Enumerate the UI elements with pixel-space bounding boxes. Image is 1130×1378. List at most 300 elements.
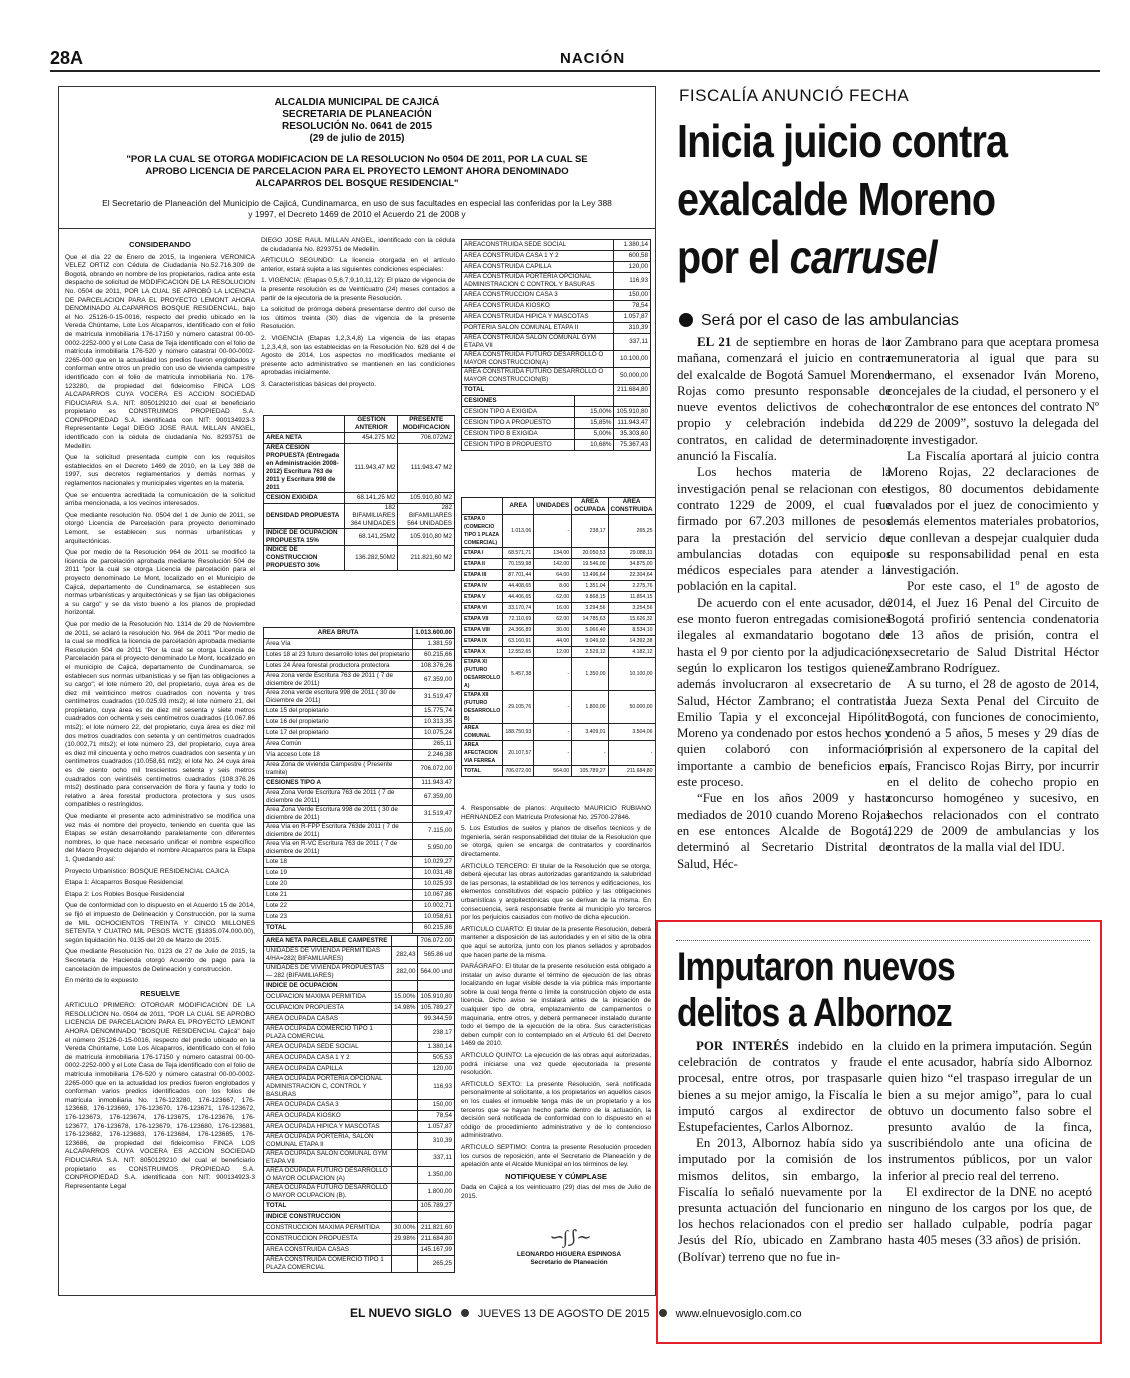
table-cell: 1.057,87 xyxy=(614,312,651,323)
table-cell xyxy=(418,981,455,992)
table-cell xyxy=(392,1075,418,1100)
table-cell: 15,85% xyxy=(574,418,614,429)
table-header-row xyxy=(264,416,455,433)
table-cell xyxy=(655,603,656,614)
table-cell: 7.115,00 xyxy=(413,823,455,840)
table-row xyxy=(264,546,455,571)
table-row xyxy=(264,1212,455,1223)
table-cell: 265,25 xyxy=(418,1256,455,1273)
table-cell: ETAPA VIII xyxy=(462,625,503,636)
table-cell: 120,00 xyxy=(614,262,651,273)
table-cell xyxy=(392,1133,418,1150)
article-column-1 xyxy=(677,334,891,919)
table-cell: 565.86 ud xyxy=(418,947,455,964)
table-cell: 337,11 xyxy=(614,334,651,351)
table-cell: 3.254,56 xyxy=(608,603,655,614)
notice-paragraph: 3. Características básicas del proyecto. xyxy=(261,380,377,388)
considerando-heading: CONSIDERANDO xyxy=(129,240,191,249)
article-paragraph: Por este caso, el 1º de agosto de 2014, el Juez 16 Penal del Circuito de Bogotá profirió sentencia condenatoria de 13 años de prisión, contra el exsecretario de Salud Distrital Héctor Zambrano Rodríguez. xyxy=(887,579,1099,675)
table-cell: 111.943,47 M2 xyxy=(345,444,398,493)
table-cell: AREACONSTRUIDA SEDE SOCIAL xyxy=(462,240,614,251)
considerando-paragraph: Que el día 22 de Enero de 2015, la Ingeniera VERONICA VELEZ ORTIZ con Cédula de Ciudadanía No.52.716.309 de Bogotá, obrando en nombre de los propietarios, radica ante esta despacho de solicitud de MODIFICACION DE LA RESOLUCION No. 0504 de 2011, POR LA CUAL SE APROBÓ LA LICENCIA DE PARCELACION PARA EL PROYECTO LEMONT AHORA DENOMINADO ALCAPARROS BOSQUE RESIDENCIAL, bajo el No. 25126-0-15-0016, respecto del predio ubicado en la Vereda Chúntame, Lote Los Alcaparros, identificado con el folio de matrícula inmobiliaria 176-17150 y número catastral 00-00-0002-2252-000 y el Lote Casa de Teja identificado con el folio de matrícula inmobiliaria 176-520 y número catastral 00-00-0002-2265-000 que en la actualidad los predios fueron englobados y conforman entre otros un predio con uso de vivienda campestre identificado con el folio de matrícula inmobiliaria No. 176-123280, de propiedad del fideicomiso FINCA LOS ALCAPARROS CUYA VOCERA ES ACCION SOCIEDAD FIDUCIARIA S.A. NIT: 8050129210 del cual el beneficiario propietario es CONSTRUIMOS PROPIEDAD S.A. CONPROPIEDAD S.A. identificada con NIT: 900134923-3 Representante Legal DIEGO JOSE RAUL MILLAN ANGEL, identificado con la cédula de ciudadanía No. 8293751 de Medellín. xyxy=(65,253,255,450)
article-paragraph xyxy=(678,1038,882,1135)
considerando-paragraph: Que la solicitud presentada cumple con los requisitos establecidos en el Decreto 1469 de 2010, en la Ley 388 de 1997, sus decretos reglamentarios y demás normas y reglamentos nacionales y municipales vigentes en la materia. xyxy=(65,454,255,488)
area-bruta-table xyxy=(263,627,455,934)
table-cell: ETAPA I xyxy=(462,548,503,559)
table-row xyxy=(264,706,455,717)
table-cell: 1.380,14 xyxy=(614,240,651,251)
table-cell: 30.00% xyxy=(392,1223,418,1234)
table-cell xyxy=(655,592,656,603)
signature-scribble: ∽∫⟆∼ xyxy=(547,1227,591,1247)
table-cell xyxy=(655,498,656,515)
table-cell xyxy=(655,515,656,548)
considerando-paragraph: Que mediante el presente acto administrativo se modifica una vez más el nombre del proyecto, teniendo en cuenta que las Etapas se están desarrollando paralelamente con diferentes nombres, lo que hace necesario unificar el nombre específico del Macro Proyecto dejando el nombre Alcaparros para la Etapa 1, Quedando así: xyxy=(65,813,255,863)
page-footer xyxy=(350,1306,802,1320)
notice-paragraph: 2. VIGENCIA (Etapas 1,2,3,4,8) La vigencia de las etapas 1,2,3,4,8, son las establecidas en la Resolución No. 628 del 4 de Agosto de 2014, Los aspectos no modificados mediante el presente acto administrativo se mantienen en las condiciones aprobadas inicialmente. xyxy=(261,334,455,377)
section-name: NACIÓN xyxy=(560,50,626,67)
table-row xyxy=(264,992,455,1003)
table-cell: 105.910,80 M2 xyxy=(398,529,455,546)
table-row xyxy=(264,1256,455,1273)
table-row xyxy=(264,650,455,661)
table-cell: ETAPA X xyxy=(462,647,503,658)
notice-paragraph: DIEGO JOSE RAUL MILLAN ANGEL, identificado con la cédula de ciudadanía No. 8293751 de Medellín. xyxy=(261,237,455,253)
table-cell: 564.00 xyxy=(534,766,572,777)
table-cell: AREA BRUTA xyxy=(264,628,413,639)
table-cell: TOTAL xyxy=(264,923,413,934)
area-neta-table xyxy=(263,935,455,1273)
table-cell: 211.821,60 M2 xyxy=(398,546,455,571)
table-row xyxy=(264,433,455,444)
notice-column-3 xyxy=(461,805,651,1225)
table-cell xyxy=(655,548,656,559)
table-cell: 337,11 xyxy=(418,1150,455,1167)
table-cell: 211.684,80 xyxy=(418,1234,455,1245)
article-paragraph xyxy=(678,1135,882,1265)
table-row xyxy=(264,890,455,901)
table-cell: 67.359,00 xyxy=(413,672,455,689)
table-row xyxy=(264,504,455,529)
signer-title: Secretario de Planeación xyxy=(530,1259,608,1266)
table-cell: 33.170,74 xyxy=(503,603,534,614)
table-cell: UNIDADES DE VIVIENDA PROPUESTAS— 282 (BIFAMILIARES) xyxy=(264,964,392,981)
table-cell: 5,00% xyxy=(574,429,614,440)
table-row xyxy=(462,625,657,636)
table-cell: 68.141,25M2 xyxy=(345,529,398,546)
headline-line: Inicia juicio contra xyxy=(677,115,1008,167)
table-cell xyxy=(392,1201,418,1212)
considerando-paragraph: En mérito de lo expuesto xyxy=(65,977,138,985)
table-cell: AREA CONSTRUIDA CASA 1 Y 2 xyxy=(462,251,614,262)
area-construida-table xyxy=(461,239,651,451)
table-cell: AREA COMUNAL xyxy=(462,724,503,741)
table-cell: ETAPA IV xyxy=(462,581,503,592)
table-row xyxy=(264,761,455,778)
table-cell: 29.98% xyxy=(392,1234,418,1245)
table-cell: 310,39 xyxy=(418,1133,455,1150)
resuelve-text: ARTICULO PRIMERO: OTORGAR MODIFICACION DE LA RESOLUCION No. 0504 de 2011, "POR LA CUAL SE APROBO LICENCIA DE PARCELACION PARA EL PROYECTO LEMONT AHORA DENOMINADO "BOSQUE RESIDENCIAL Cajicá" bajo el número 25126-0-15-0016, respecto del predio ubicado en la Vereda Chúntame, Lote Los Alcaparros, identificado con el folio de matrícula inmobiliaria 176-17150 y número catastral 00-00-0002-2252-000 y el Lote Casa de Teja identificado con el folio de matrícula inmobiliaria 176-520 y número catastral 00-00-0002-2265-000 que en la actualidad los predios fueron englobados y conforman varios predios identificados con los folios de matrícula inmobiliaria No. 176-123280, 176-123667, 176-123668, 176-123669, 176-123670, 176-123671, 176-123672, 176-123673, 176-123674, 176-123675, 176-123676, 176-123677, 176-123678, 176-123679, 176-123680, 176-123681, 176-123682, 176-123683, 176-123684, 176-123685, 176-123686, de propiedad del fideicomiso FINCA LOS ALCAPARROS CUYA VOCERA ES ACCION SOCIEDAD FIDUCIARIA S.A. NIT: 8050129210 del cual el beneficiario propietario es CONSTRUIMOS PROPIEDAD S.A. CONPROPIEDAD S.A. identificada con NIT: 900134923-3 Representante Legal xyxy=(65,1002,255,1190)
table-cell: 14.98% xyxy=(392,1003,418,1014)
table-row xyxy=(264,901,455,912)
table-row xyxy=(264,750,455,761)
table-cell: 22.304,64 xyxy=(608,570,655,581)
table-cell: 2.529,12 xyxy=(572,647,608,658)
table-cell: 282,00 xyxy=(392,964,418,981)
notice-header xyxy=(59,87,655,229)
table-cell: 78,54 xyxy=(418,1111,455,1122)
gestion-table xyxy=(263,415,455,571)
table-row xyxy=(264,947,455,964)
table-cell xyxy=(392,1122,418,1133)
table-cell: Lotes 24 Área forestal productora protectora xyxy=(264,661,413,672)
table-cell: 44.408,65 xyxy=(503,581,534,592)
table-cell: Área Vía en R-VC Escritura 763 de 2011 ( 7 de diciembre de 2011) xyxy=(264,840,413,857)
table-cell: 15,00% xyxy=(574,407,614,418)
table-row xyxy=(462,741,657,766)
table-cell: 30.00 xyxy=(534,625,572,636)
table-cell: 5.457,38 xyxy=(503,658,534,691)
table-cell: 136.282,50M2 xyxy=(345,546,398,571)
considerando-text xyxy=(65,254,255,986)
table-row xyxy=(462,251,651,262)
table-cell: 10.002,71 xyxy=(413,901,455,912)
table-cell: AREA CONSTRUCCION CASA 3 xyxy=(462,290,614,301)
table-row xyxy=(462,385,651,396)
table-cell: PORTERIA SALON COMUNAL ETAPA II xyxy=(462,323,614,334)
subhead-text: Será por el caso de las ambulancias xyxy=(701,312,959,329)
table-cell xyxy=(392,1064,418,1075)
sidebar-headline-line: delitos a Albornoz xyxy=(677,991,952,1035)
table-row xyxy=(462,240,651,251)
table-cell xyxy=(655,691,656,724)
table-cell: Área Común xyxy=(264,739,413,750)
table-cell: 142.00 xyxy=(534,559,572,570)
table-cell: - xyxy=(534,741,572,766)
table-cell: Lote 15 del propietario xyxy=(264,706,413,717)
article-paragraph xyxy=(677,595,891,791)
table-cell: 35.303,60 xyxy=(614,429,651,440)
closing-text: Dada en Cajicá a los veinticuatro (29) días del mes de Julio de 2015. xyxy=(461,1184,651,1200)
table-cell: INDICE DE OCUPACION xyxy=(264,981,392,992)
table-cell: AREA OCUPADA KIOSKO xyxy=(264,1111,392,1122)
table-cell: 1.800,00 xyxy=(572,691,608,724)
table-cell xyxy=(392,1053,418,1064)
articulo-paragraph: ARTICULO QUINTO: La ejecución de las obras aquí autorizadas, podrá iniciarse una vez quede ejecutoriada la presente resolución. xyxy=(461,1052,651,1077)
table-cell: CONSTRUCCION PROPUESTA xyxy=(264,1234,392,1245)
table-row xyxy=(264,840,455,857)
table-cell: AREA CONSTRUIDA COMERCIO TIPO 1 PLAZA COMERCIAL xyxy=(264,1256,392,1273)
table-cell: 145.167,99 xyxy=(418,1245,455,1256)
table-cell: DENSIDAD PROPUESTA xyxy=(264,504,345,529)
legal-notice xyxy=(58,86,656,1296)
table-cell: 1.800,00 xyxy=(418,1184,455,1201)
page-number: 28A xyxy=(50,48,84,68)
bullet-icon xyxy=(679,313,693,327)
table-cell: AREA CONSTRUIDA PORTERIA OPCIONAL ADMINISTRACION C CONTROL Y BASURAS xyxy=(462,273,614,290)
table-cell: PRESENTE MODIFICACION xyxy=(398,416,455,433)
table-cell: 1.057,87 xyxy=(418,1122,455,1133)
article-paragraph xyxy=(677,464,891,594)
table-row xyxy=(462,368,651,385)
table-cell: 78,54 xyxy=(614,301,651,312)
table-row xyxy=(264,444,455,493)
table-cell: ETAPA XII (FUTURO DESARROLLO B) xyxy=(462,691,503,724)
table-row xyxy=(264,912,455,923)
table-cell xyxy=(655,741,656,766)
table-cell: 706.072.00 xyxy=(418,936,455,947)
table-row xyxy=(462,766,657,777)
notice-paragraph: 1. VIGENCIA: (Etapas 0,5,6,7,9,10,11,12): El plazo de vigencia de la presente resolución es de Veinticuatro (24) meses contados a partir de la ejecutoria de la presente Resolución. xyxy=(261,277,455,302)
table-cell: Vía acceso Lote 18 xyxy=(264,750,413,761)
table-cell: 265,25 xyxy=(608,515,655,548)
table-cell: 265,11 xyxy=(413,739,455,750)
table-cell: - xyxy=(534,515,572,548)
table-cell: AREA CESION PROPUESTA (Entregada en Administración 2008-2012) Escritura 763 de 2011 y Escritura 998 de 2011 xyxy=(264,444,345,493)
table-cell: 1.381,59 xyxy=(413,639,455,650)
table-cell: 2.275,76 xyxy=(608,581,655,592)
table-cell: UNIDADES DE VIVIENDA PERMITIDAS 4/HA=282( BIFAMILIARES) xyxy=(264,947,392,964)
table-cell: AREA OCUPADA CASA 3 xyxy=(264,1100,392,1111)
table-row xyxy=(462,724,657,741)
footer-dot-icon xyxy=(461,1309,469,1317)
table-cell: CESION TIPO A PROPUESTO xyxy=(462,418,575,429)
table-cell xyxy=(392,1256,418,1273)
table-cell xyxy=(392,1025,418,1042)
table-row xyxy=(462,581,657,592)
table-cell: 454.275 M2 xyxy=(345,433,398,444)
table-cell: 10.029,27 xyxy=(413,857,455,868)
table-cell: 10.075,24 xyxy=(413,728,455,739)
table-cell: AREA CONSTRUIDA FUTURO DESARROLLO O MAYOR CONSTRUCCION(B) xyxy=(462,368,614,385)
table-cell: Área Zona Verde Escritura 998 de 2011 ( 30 de diciembre de 2011) xyxy=(264,806,413,823)
table-row xyxy=(462,312,651,323)
table-cell: AREA OCUPADA SALON COMUNAL GYM ETAPA VII xyxy=(264,1150,392,1167)
article-paragraph: La Fiscalía aportará al juicio contra Moreno Rojas, 22 declaraciones de testigos, 80 documentos debidamente avalados por el juez de conocimiento y demás elementos materiales probatorios, que conllevan a despejar cualquier duda de su responsabilidad penal en esta investigación. xyxy=(887,449,1099,578)
table-row xyxy=(264,1003,455,1014)
considerando-paragraph: Etapa 2: Los Robles Bosque Residencial xyxy=(65,890,185,898)
table-cell: AREA CONSTRUIDA KIOSKO xyxy=(462,301,614,312)
table-cell xyxy=(655,559,656,570)
table-cell: Lote 23 xyxy=(264,912,413,923)
articulos-text xyxy=(461,805,651,1170)
table-cell: 75.367,43 xyxy=(614,440,651,451)
table-row xyxy=(264,1025,455,1042)
table-cell: 50.000,00 xyxy=(614,368,651,385)
table-cell: UNIDADES xyxy=(534,498,572,515)
table-cell: Área zona verde escritura 998 de 2011 ( 30 de Diciembre de 2011) xyxy=(264,689,413,706)
table-cell xyxy=(655,625,656,636)
table-cell: 505,53 xyxy=(418,1053,455,1064)
table-cell xyxy=(655,581,656,592)
paragraph-text: En 2013, Albornoz había sido ya imputado por la comisión de los mismos delitos, sin embargo, la Fiscalía lo señaló nuevamente por la presunta actuación del funcionario en los hechos relacionados con el predio Jesús del Río, ubicado en Zambrano (Bolívar) terreno que no fue in- xyxy=(678,1136,882,1264)
table-cell: ETAPA IX xyxy=(462,636,503,647)
table-cell: Lotes 18 al 23 futuro desarrollo lotes del propietario xyxy=(264,650,413,661)
table-cell: 24.366,89 xyxy=(503,625,534,636)
table-cell: 10.025,93 xyxy=(413,879,455,890)
headline-text: por el xyxy=(677,231,790,283)
table-row xyxy=(462,570,657,581)
table-cell: 238,17 xyxy=(572,515,608,548)
table-cell: 9.049,92 xyxy=(572,636,608,647)
table-cell: 1.350,00 xyxy=(572,658,608,691)
table-cell: 29.105,76 xyxy=(503,691,534,724)
table-row xyxy=(462,334,651,351)
table-cell: AREA CONSTRUIDA HIPICA Y MASCOTAS xyxy=(462,312,614,323)
table-row xyxy=(462,273,651,290)
table-cell: AREA CONSTRUIDA FUTURO DESARROLLO O MAYOR CONSTRUCCION(A) xyxy=(462,351,614,368)
table-cell: Lote 22 xyxy=(264,901,413,912)
table-cell: 105.910,80 M2 xyxy=(398,493,455,504)
table-cell: 134.00 xyxy=(534,548,572,559)
table-cell: ETAPA 0 (COMERCIO TIPO 1 PLAZA COMERCIAL) xyxy=(462,515,503,548)
table-cell xyxy=(655,724,656,741)
table-cell xyxy=(392,1100,418,1111)
considerando-paragraph: Que mediante resolución No. 0504 del 1 de Junio de 2011, se otorgó Licencia de Parcelación para proyecto denominado Lemont, se establecen sus normas urbanísticas y arquitectónicas. xyxy=(65,511,255,545)
table-cell: Área Zona Verde Escritura 763 de 2011 ( 7 de diciembre de 2011) xyxy=(264,789,413,806)
table-cell: 10,68% xyxy=(574,440,614,451)
table-cell: 99.344,59 xyxy=(418,1014,455,1025)
table-row xyxy=(462,323,651,334)
table-cell: - xyxy=(534,691,572,724)
table-cell: 150,00 xyxy=(614,290,651,301)
table-cell: AREA OCUPADA PORTERIA OPCIONAL ADMINISTRACION C, CONTROL Y BASURAS xyxy=(264,1075,392,1100)
table-cell: 706.072M2 xyxy=(398,433,455,444)
table-cell: AREA xyxy=(503,498,534,515)
table-row xyxy=(264,923,455,934)
notice-title-line: (29 de julio de 2015) xyxy=(309,133,405,144)
table-row xyxy=(462,351,651,368)
table-cell: 3.504,06 xyxy=(608,724,655,741)
table-cell: - xyxy=(608,741,655,766)
table-row xyxy=(264,778,455,789)
table-cell xyxy=(655,614,656,625)
table-cell: 111.943.47 xyxy=(413,778,455,789)
table-cell xyxy=(614,396,651,407)
table-cell: 11.854,15 xyxy=(608,592,655,603)
notify-heading: NOTIFIQUESE Y CÚMPLASE xyxy=(505,1171,607,1181)
paragraph-text: “Fue en los años 2009 y hasta mediados de 2010 cuando Moreno Rojas en ese entonces Alcalde de Bogotá, determinó al Secretario Distrital de Salud, Héc- xyxy=(677,791,891,871)
considerando-paragraph: Que por medio de la Resolución No. 1314 de 29 de Noviembre de 2011, se aclaró la resolución No. 964 de 2011 "Por medio de la cual se modifica la licencia de parcelación aprobada mediante Resolución 504 de 2011 "Por la cual se otorga Licencia de Parcelación para el proyecto denominado Le Mont, localizado en el municipio de Cajicá, departamento de Cundinamarca, se establecen sus normas urbanísticas y se fijan las obligaciones a su cargo"; el lote número 20, del propietario, cuya área es de diez mil veinticinco metros cuadrados con noventa y tres centímetros cuadrados (10.025.93 mts2); el lote número 21, del propietario, cuya área es de diez mil sesenta y siete metros cuadrados con ochenta y seis centímetros cuadrados (10.067.86 mts2); el lote número 22, del propietario, cuya área es diez mil dos metros cuadrados con setenta y un centímetros cuadrados (10.002,71 mts2); el lote número 23, del propietario, cuya área es diez mil cincuenta y ocho metros cuadrados con sesenta y un centímetros cuadrados (10.058,61 mt2); el lote No. 24 cuya área es de ciento ocho mil trescientos setenta y seis metros cuadrados con veintiséis centímetros cuadrados (108.376.26 mts2) destinado para conservación de flora y fauna y todo lo relativo a área forestal productora protectora y sus usos compatibles o restringidos. xyxy=(65,620,255,809)
headline-line xyxy=(677,228,1047,286)
article-paragraph: El exdirector de la DNE no aceptó ninguno de los cargos por los que, de ser hallado culpable, podría pagar hasta 405 meses (33 años) de prisión. xyxy=(888,1184,1092,1248)
table-cell: 111.943.47 M2 xyxy=(398,444,455,493)
sidebar-column-2 xyxy=(888,1038,1092,1328)
table-cell: AREA OCUPADA FUTURO DESARROLLO O MAYOR OCUPACION (A) xyxy=(264,1167,392,1184)
table-cell: CESION TIPO B EXIGIDA xyxy=(462,429,575,440)
table-row xyxy=(462,262,651,273)
table-cell: AREA OCUPADA CASA 1 Y 2 xyxy=(264,1053,392,1064)
table-row xyxy=(462,647,657,658)
footer-brand: EL NUEVO SIGLO xyxy=(350,1306,452,1320)
table-cell: INDICE DE CONSTRUCCION PROPUESTO 30% xyxy=(264,546,345,571)
table-cell: 60.215,86 xyxy=(413,923,455,934)
table-cell xyxy=(655,766,656,777)
table-cell: 120,00 xyxy=(418,1064,455,1075)
article-paragraph xyxy=(677,790,891,871)
articulo-paragraph: ARTICULO TERCERO: El titular de la Resolución que se otorga, deberá ejecutar las obras autorizadas garantizando la salubridad de las personas, la estabilidad de los terrenos y edificaciones, los elementos constitutivos del espacio público y las obligaciones urbanísticas y arquitectónicas que se derivan de la misma. En consecuencia, será responsable frente al municipio y/o terceros por los perjuicios causados con motivo de dicha ejecución. xyxy=(461,862,651,922)
table-cell xyxy=(392,1150,418,1167)
headline-italic: carrusel xyxy=(789,231,937,283)
table-cell xyxy=(264,416,345,433)
notice-column-2 xyxy=(261,237,455,437)
table-cell: AREA OCUPADA SEDE SOCIAL xyxy=(264,1042,392,1053)
table-cell: 15.626,32 xyxy=(608,614,655,625)
table-cell xyxy=(462,498,503,515)
table-cell: Área Zona de vivienda Campestre ( Presente tramite) xyxy=(264,761,413,778)
table-cell: CESIONES TIPO A xyxy=(264,778,413,789)
table-row xyxy=(264,1122,455,1133)
table-cell: 31.519,47 xyxy=(413,689,455,706)
table-row xyxy=(462,301,651,312)
table-row xyxy=(264,1111,455,1122)
table-cell xyxy=(574,396,614,407)
table-cell: 15.00% xyxy=(392,992,418,1003)
footer-dot-icon xyxy=(659,1309,667,1317)
table-cell: 3.409,01 xyxy=(572,724,608,741)
article-paragraph: tor Zambrano para que aceptara promesa remuneratoria al igual que para su hermano, el exsenador Iván Moreno, concejales de la ciudad, el personero y el contralor de ese entonces del contrato Nº 1229 de 2009”, sostuvo la delegada del ente investigador. xyxy=(887,335,1099,447)
table-cell: 8.00 xyxy=(534,581,572,592)
table-row xyxy=(462,429,651,440)
article-paragraph: cluido en la primera imputación. Según el ente acusador, habría sido Albornoz quien hizo “el traspaso irregular de un bien a su mejor amigo”, para lo cual obtuvo un documento falso sobre el presunto avalúo de la finca, suscribiéndolo ante una oficina de instrumentos públicos, por un valor inferior al precio real del terreno. xyxy=(888,1039,1092,1183)
article-paragraph: A su turno, el 28 de agosto de 2014, la Jueza Sexta Penal del Circuito de Bogotá, con funciones de conocimiento, condenó a 5 años, 5 meses y 29 días de prisión al expersonero de la capital del país, Francisco Rojas Birry, por incurrir en el delito de cohecho propio en concurso homogéneo y sucesivo, en hechos relacionados con el contrato 1229 de 2009 de ambulancias y los contratos de la malla vial del IDU. xyxy=(887,677,1099,855)
sidebar-rule xyxy=(676,940,1090,941)
table-cell: 31.519,47 xyxy=(413,806,455,823)
table-row xyxy=(264,1133,455,1150)
table-cell: 15.775,74 xyxy=(413,706,455,717)
articulo-paragraph: PARÁGRAFO: El titular de la presente resolución está obligado a instalar un aviso durante el término de ejecución de las obras localizando en lugar visible desde la vía pública más importante sobre la cual tenga frente o límite la construcción objeto de esta licencia. Dicho aviso se instalará antes de la iniciación de cualquier tipo de obra, emplazamiento de campamentos o maquinaria, entre otros, y deberá permanecer instalado durante todo el tiempo de la ejecución de la obra. Sus características deben cumplir con lo contemplado en el Artículo 61 del Decreto 1469 de 2010. xyxy=(461,963,651,1048)
sidebar-headline-line: Imputaron nuevos xyxy=(677,945,955,989)
table-cell: Área Vía en R-FPP Escritura 763de 2011 ( 7 de diciembre de 2011) xyxy=(264,823,413,840)
table-row xyxy=(462,658,657,691)
table-cell: 44.406,65 xyxy=(503,592,534,603)
table-row xyxy=(264,789,455,806)
table-cell: CESIONES xyxy=(462,396,575,407)
table-row xyxy=(264,1064,455,1075)
table-row xyxy=(462,548,657,559)
paragraph-text: Los hechos materia de la investigación penal se relacionan con el contrato 1229 de 2009, el cual fue firmado por 67.203 millones de pesos para la prestación del servicio de ambulancias dotadas con equipos médicos especiales para atender a la población en la capital. xyxy=(677,465,891,594)
table-header-row xyxy=(264,628,455,639)
notice-paragraph: ARTICULO SEGUNDO: La licencia otorgada en el artículo anterior, estará sujeta a las siguientes condiciones especiales: xyxy=(261,257,455,273)
table-row xyxy=(264,1184,455,1201)
table-row xyxy=(462,290,651,301)
table-cell: 1.380,14 xyxy=(418,1042,455,1053)
table-cell: 111.943,47 xyxy=(614,418,651,429)
table-cell: 12.00 xyxy=(534,647,572,658)
table-cell: AREA OCUPADA xyxy=(572,498,608,515)
signature-block xyxy=(499,1227,639,1267)
signer-name: LEONARDO HIGUERA ESPINOSA xyxy=(516,1251,622,1258)
table-row xyxy=(264,689,455,706)
table-cell xyxy=(392,1245,418,1256)
table-row xyxy=(462,691,657,724)
table-row xyxy=(264,529,455,546)
table-header-row xyxy=(462,498,657,515)
table-row xyxy=(264,1100,455,1111)
table-row xyxy=(462,515,657,548)
table-cell xyxy=(392,1111,418,1122)
paragraph-text: de septiembre en horas de la mañana, comenzará el juicio en contra del exalcalde de Bogotá Samuel Moreno Rojas como presunto responsable de nueve eventos delictivos de cohecho propio y celebración indebida de contratos, en calidad de determinador, anunció la Fiscalía. xyxy=(677,335,891,464)
table-cell: CESION TIPO B PROPUESTO xyxy=(462,440,575,451)
table-cell: 60.215,66 xyxy=(413,650,455,661)
notice-title-line: SECRETARIA DE PLANEACIÓN xyxy=(282,109,432,120)
table-cell: ETAPA XI (FUTURO DESARROLLO A) xyxy=(462,658,503,691)
table-cell: 1.351,04 xyxy=(572,581,608,592)
table-cell: 72.110,69 xyxy=(503,614,534,625)
table-row xyxy=(264,661,455,672)
considerando-paragraph: Que se encuentra acreditada la comunicación de la solicitud arriba mencionada, a los vecinos interesados. xyxy=(65,491,255,508)
table-cell: 1.013,06 xyxy=(503,515,534,548)
